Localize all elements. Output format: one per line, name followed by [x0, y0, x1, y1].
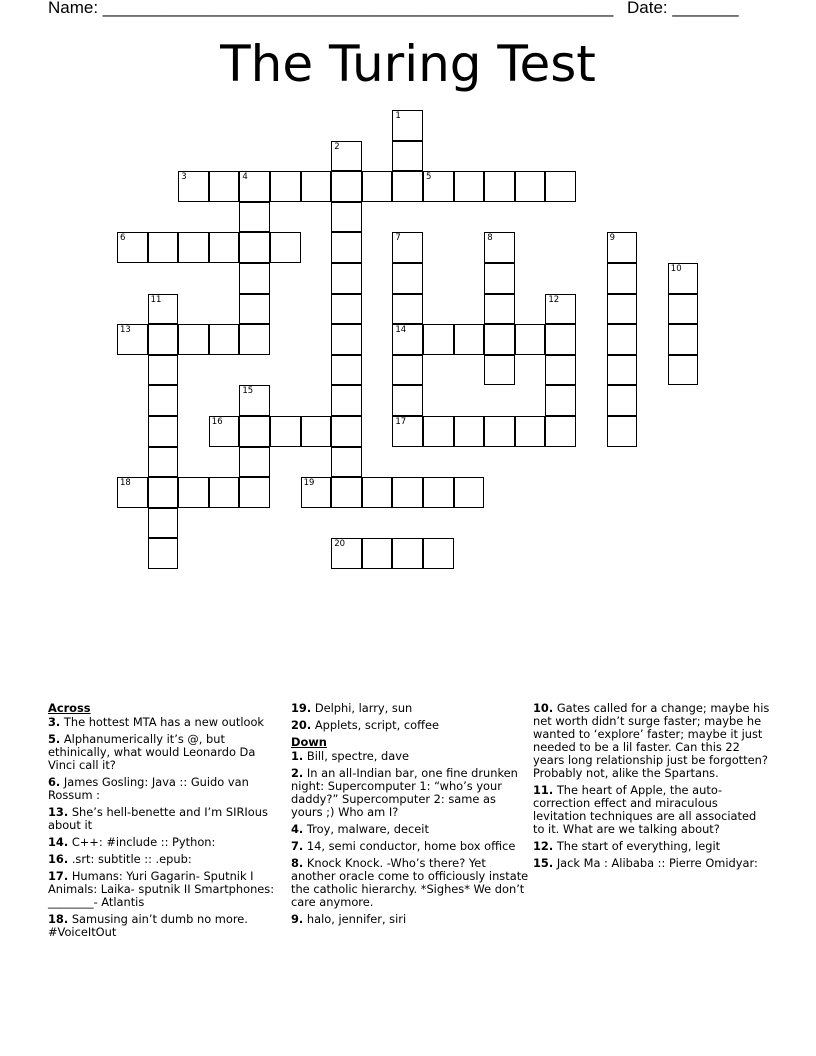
grid-cell[interactable]: [668, 294, 699, 325]
grid-cell[interactable]: [270, 171, 301, 202]
clue-down-9: 9. halo, jennifer, siri: [291, 912, 407, 926]
grid-cell[interactable]: [148, 508, 179, 539]
grid-cell[interactable]: [454, 171, 485, 202]
grid-cell[interactable]: [209, 171, 240, 202]
grid-cell[interactable]: [392, 538, 423, 569]
across-heading: Across: [48, 701, 91, 715]
grid-cell[interactable]: [331, 416, 362, 447]
grid-cell[interactable]: [301, 477, 332, 508]
grid-cell[interactable]: [239, 416, 270, 447]
clue-across-5: 5. Alphanumerically it’s @, but ethinically, what would Leonardo Da Vinci call it?: [48, 732, 256, 772]
grid-cell[interactable]: [423, 477, 454, 508]
grid-cell[interactable]: [392, 171, 423, 202]
grid-cell[interactable]: [515, 416, 546, 447]
grid-cell[interactable]: [454, 324, 485, 355]
grid-cell[interactable]: [331, 232, 362, 263]
clue-number: 11: [150, 294, 162, 305]
grid-cell[interactable]: [239, 447, 270, 478]
clues-column-3: [533, 702, 771, 874]
clue-number: 7: [395, 233, 401, 244]
grid-cell[interactable]: [148, 477, 179, 508]
grid-cell[interactable]: [362, 171, 393, 202]
grid-cell[interactable]: [331, 171, 362, 202]
grid-cell[interactable]: [148, 416, 179, 447]
grid-cell[interactable]: [392, 294, 423, 325]
grid-cell[interactable]: [668, 355, 699, 386]
grid-cell[interactable]: [239, 294, 270, 325]
clue-number: 12: [548, 294, 560, 305]
grid-cell[interactable]: [178, 232, 209, 263]
grid-cell[interactable]: [607, 416, 638, 447]
grid-cell[interactable]: [392, 477, 423, 508]
grid-cell[interactable]: [148, 538, 179, 569]
grid-cell[interactable]: [392, 416, 423, 447]
grid-cell[interactable]: [484, 416, 515, 447]
grid-cell[interactable]: [515, 171, 546, 202]
clue-across-3: 3. The hottest MTA has a new outlook: [48, 715, 265, 729]
grid-cell[interactable]: [545, 355, 576, 386]
grid-cell[interactable]: [331, 263, 362, 294]
grid-cell[interactable]: [423, 171, 454, 202]
grid-cell[interactable]: [454, 416, 485, 447]
grid-cell[interactable]: [148, 355, 179, 386]
clues-column-2: [291, 702, 529, 930]
grid-cell[interactable]: [178, 324, 209, 355]
down-heading: Down: [291, 735, 327, 749]
grid-cell[interactable]: [331, 477, 362, 508]
grid-cell[interactable]: [148, 232, 179, 263]
clue-number: 2: [334, 141, 340, 152]
grid-cell[interactable]: [607, 294, 638, 325]
clue-number: 15: [242, 386, 254, 397]
grid-cell[interactable]: [209, 324, 240, 355]
page-title: The Turing Test: [220, 35, 596, 93]
clue-across-16: 16. .srt: subtitle :: .epub:: [48, 852, 192, 866]
grid-cell[interactable]: [117, 232, 148, 263]
clue-number: 8: [487, 233, 493, 244]
grid-cell[interactable]: [607, 263, 638, 294]
clue-number: 14: [395, 325, 407, 336]
grid-cell[interactable]: [209, 232, 240, 263]
grid-cell[interactable]: [484, 263, 515, 294]
clues-column-1: [48, 702, 286, 943]
grid-cell[interactable]: [270, 232, 301, 263]
clue-number: 16: [211, 417, 223, 427]
grid-cell[interactable]: [117, 477, 148, 508]
grid-cell[interactable]: [239, 202, 270, 233]
clue-down-15: 15. Jack Ma : Alibaba :: Pierre Omidyar:: [533, 856, 758, 870]
clue-number: 4: [242, 172, 248, 183]
grid-cell[interactable]: [545, 416, 576, 447]
grid-cell[interactable]: [362, 538, 393, 569]
clue-down-7: 7. 14, semi conductor, home box office: [291, 839, 516, 853]
grid-cell[interactable]: [545, 294, 576, 325]
grid-cell[interactable]: [392, 355, 423, 386]
grid-cell[interactable]: [392, 263, 423, 294]
grid-cell[interactable]: [331, 355, 362, 386]
grid-cell[interactable]: [545, 324, 576, 355]
clue-down-1: 1. Bill, spectre, dave: [291, 749, 409, 763]
clue-number: 18: [120, 478, 131, 489]
clue-across-19: 19. Delphi, larry, sun: [291, 701, 413, 715]
grid-cell[interactable]: [331, 324, 362, 355]
grid-cell[interactable]: [423, 324, 454, 355]
grid-cell[interactable]: [148, 294, 179, 325]
clue-across-14: 14. C++: #include :: Python:: [48, 835, 216, 849]
grid-cell[interactable]: [392, 141, 423, 172]
clue-number: 9: [609, 233, 616, 244]
grid-cell[interactable]: [270, 416, 301, 447]
clue-number: 20: [334, 539, 346, 550]
name-field-label: Name: ______________________________________________________: [48, 0, 614, 17]
grid-cell[interactable]: [392, 385, 423, 416]
grid-cell[interactable]: [515, 324, 546, 355]
grid-cell[interactable]: [484, 294, 515, 325]
grid-cell[interactable]: [454, 477, 485, 508]
clue-number: 13: [120, 325, 131, 336]
clue-down-8: 8. Knock Knock. -Who’s there? Yet another oracle come to officiously instate the catholic hierarchy. *Sighes* We don’t care anymore.: [291, 856, 529, 909]
grid-cell[interactable]: [301, 171, 332, 202]
clue-number: 19: [303, 478, 315, 489]
clue-down-10: 10. Gates called for a change; maybe his net worth didn’t surge faster; maybe he wanted to ‘explore’ faster; maybe it just needed to be a lil faster. Can this 22 years long relationship just be forgotten? Probably not, alike the Spartans.: [533, 701, 770, 780]
clue-down-2: 2. In an all-Indian bar, one fine drunken night: Supercomputer 1: “who’s your daddy?” Supercomputer 2: same as yours ;) Who am I?: [291, 766, 518, 819]
grid-cell[interactable]: [178, 477, 209, 508]
clue-across-17: 17. Humans: Yuri Gagarin- Sputnik I Animals: Laika- sputnik II Smartphones: ________- Atlantis: [48, 869, 275, 909]
clue-number: 17: [395, 417, 407, 427]
clue-across-13: 13. She’s hell-benette and I’m SIRIous about it: [48, 805, 268, 832]
clue-number: 1: [395, 111, 401, 121]
grid-cell[interactable]: [392, 232, 423, 263]
grid-cell[interactable]: [362, 477, 393, 508]
grid-cell[interactable]: [331, 538, 362, 569]
grid-cell[interactable]: [331, 385, 362, 416]
grid-cell[interactable]: [423, 416, 454, 447]
grid-cell[interactable]: [392, 324, 423, 355]
grid-cell[interactable]: [209, 477, 240, 508]
grid-cell[interactable]: [301, 416, 332, 447]
grid-cell[interactable]: [392, 110, 423, 141]
date-field-label: Date: _______: [627, 0, 739, 17]
grid-cell[interactable]: [148, 324, 179, 355]
clue-across-18: 18. Samusing ain’t dumb no more. #VoiceItOut: [48, 912, 248, 939]
grid-cell[interactable]: [209, 416, 240, 447]
grid-cell[interactable]: [484, 171, 515, 202]
clue-down-12: 12. The start of everything, legit: [533, 839, 721, 853]
clue-across-20: 20. Applets, script, coffee: [291, 718, 439, 732]
clue-number: 6: [120, 233, 126, 244]
grid-cell[interactable]: [484, 232, 515, 263]
grid-cell[interactable]: [545, 171, 576, 202]
grid-cell[interactable]: [331, 202, 362, 233]
clue-number: 3: [181, 172, 187, 183]
grid-cell[interactable]: [545, 385, 576, 416]
clue-across-6: 6. James Gosling: Java :: Guido van Rossum :: [48, 775, 249, 802]
grid-cell[interactable]: [331, 447, 362, 478]
grid-cell[interactable]: [484, 324, 515, 355]
grid-cell[interactable]: [331, 141, 362, 172]
grid-cell[interactable]: [331, 294, 362, 325]
grid-cell[interactable]: [148, 385, 179, 416]
grid-cell[interactable]: [117, 324, 148, 355]
grid-cell[interactable]: [148, 447, 179, 478]
grid-cell[interactable]: [607, 355, 638, 386]
clue-number: 10: [670, 264, 682, 274]
grid-cell[interactable]: [239, 477, 270, 508]
grid-cell[interactable]: [178, 171, 209, 202]
grid-cell[interactable]: [607, 232, 638, 263]
grid-cell[interactable]: [239, 171, 270, 202]
clue-down-11: 11. The heart of Apple, the auto-correction effect and miraculous levitation techniques are all associated to it. What are we talking about?: [533, 783, 757, 836]
grid-cell[interactable]: [239, 385, 270, 416]
grid-cell[interactable]: [484, 355, 515, 386]
grid-cell[interactable]: [607, 385, 638, 416]
grid-cell[interactable]: [607, 324, 638, 355]
grid-cell[interactable]: [239, 263, 270, 294]
clue-number: 5: [426, 172, 432, 183]
clue-down-4: 4. Troy, malware, deceit: [291, 822, 429, 836]
grid-cell[interactable]: [423, 538, 454, 569]
grid-cell[interactable]: [668, 263, 699, 294]
grid-cell[interactable]: [239, 232, 270, 263]
grid-cell[interactable]: [668, 324, 699, 355]
grid-cell[interactable]: [239, 324, 270, 355]
